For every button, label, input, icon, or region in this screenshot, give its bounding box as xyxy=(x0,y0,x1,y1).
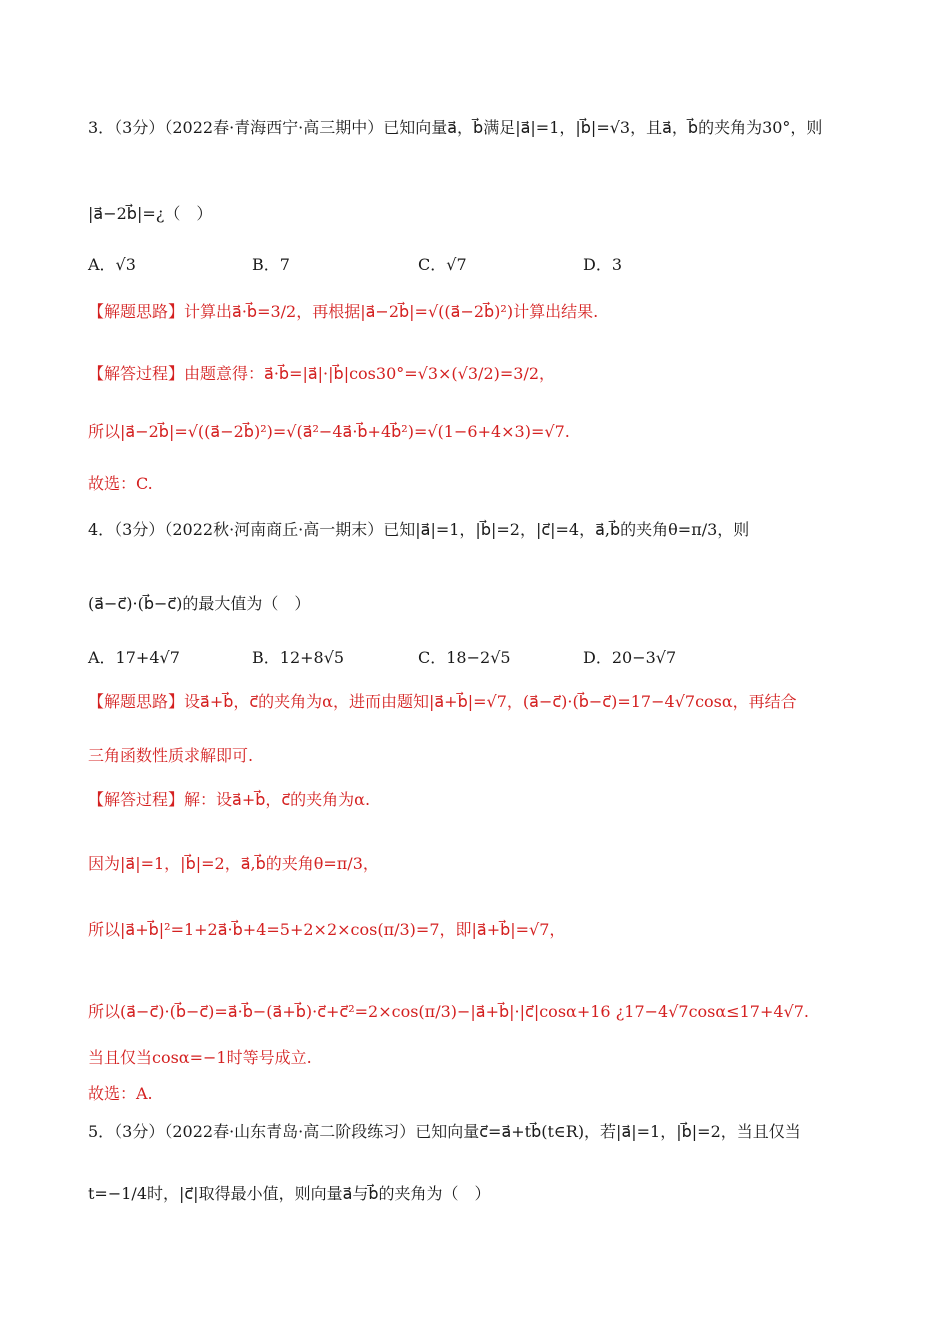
q3-idea-tag: 【解题思路】 xyxy=(88,302,185,321)
q4-stem-line1: 4．（3分）（2022秋·河南商丘·高一期末）已知|a⃗|=1，|b⃗|=2，|c⃗|=4，a⃗,b⃗的夹角θ=π/3，则 xyxy=(88,520,750,539)
q4-option-d: D．20−3√7 xyxy=(583,648,677,667)
q4-idea-text1: 设a⃗+b⃗，c⃗的夹角为α，进而由题知|a⃗+b⃗|=√7，(a⃗−c⃗)·(b⃗−c⃗)=17−4√7cosα，再结合 xyxy=(184,692,797,711)
q3-answer: 故选：C. xyxy=(88,474,153,493)
q4-option-c: C．18−2√5 xyxy=(418,648,511,667)
q3-option-d: D．3 xyxy=(583,255,623,274)
q4-process-line3: 所以|a⃗+b⃗|²=1+2a⃗·b⃗+4=5+2×2×cos(π/3)=7，即|a⃗+b⃗|=√7， xyxy=(88,920,566,939)
q3-idea-line xyxy=(88,300,890,324)
q3-stem-line1: 3．（3分）（2022春·青海西宁·高三期中）已知向量a⃗，b⃗满足|a⃗|=1，|b⃗|=√3，且a⃗，b⃗的夹角为30°，则 xyxy=(88,118,823,137)
q3-process-line1 xyxy=(88,362,890,386)
q3-process-line2: 所以|a⃗−2b⃗|=√((a⃗−2b⃗)²)=√(a⃗²−4a⃗·b⃗+4b⃗²)=√(1−6+4×3)=√7. xyxy=(88,422,570,441)
q3-option-b: B．7 xyxy=(252,255,290,274)
q5-stem-line2: t=−1/4时，|c⃗|取得最小值，则向量a⃗与b⃗的夹角为（ ） xyxy=(88,1184,491,1203)
q4-process-line2: 因为|a⃗|=1，|b⃗|=2，a⃗,b⃗的夹角θ=π/3， xyxy=(88,854,379,873)
q3-idea-text: 计算出a⃗·b⃗=3/2，再根据|a⃗−2b⃗|=√((a⃗−2b⃗)²)计算出结果. xyxy=(184,302,599,321)
q3-process-tag: 【解答过程】 xyxy=(88,364,185,383)
q4-idea-tag: 【解题思路】 xyxy=(88,692,185,711)
q4-idea-line2: 三角函数性质求解即可. xyxy=(88,746,254,765)
q4-process-tag: 【解答过程】 xyxy=(88,790,185,809)
q4-option-a: A．17+4√7 xyxy=(88,648,180,667)
q4-process-line5: 当且仅当cosα=−1时等号成立. xyxy=(88,1048,312,1067)
q3-process-text1: 由题意得：a⃗·b⃗=|a⃗|·|b⃗|cos30°=√3×(√3/2)=3/2， xyxy=(184,364,556,383)
q3-option-a: A．√3 xyxy=(88,255,136,274)
q4-process-line4: 所以(a⃗−c⃗)·(b⃗−c⃗)=a⃗·b⃗−(a⃗+b⃗)·c⃗+c⃗²=2×cos(π/3)−|a⃗+b⃗|·|c⃗|cosα+16 ¿17−4√7cosα≤17+4√7. xyxy=(88,1002,810,1021)
q4-answer: 故选：A. xyxy=(88,1084,153,1103)
q4-stem-line2: (a⃗−c⃗)·(b⃗−c⃗)的最大值为（ ） xyxy=(88,594,311,613)
q4-process-text1: 解：设a⃗+b⃗，c⃗的夹角为α. xyxy=(184,790,371,809)
q3-stem-line2: |a⃗−2b⃗|=¿（ ） xyxy=(88,204,213,223)
q5-stem-line1: 5．（3分）（2022春·山东青岛·高二阶段练习）已知向量c⃗=a⃗+tb⃗(t∈R)，若|a⃗|=1，|b⃗|=2，当且仅当 xyxy=(88,1122,801,1141)
q4-idea-line1 xyxy=(88,690,890,714)
q4-process-line1 xyxy=(88,788,890,812)
q3-option-c: C．√7 xyxy=(418,255,467,274)
q4-option-b: B．12+8√5 xyxy=(252,648,345,667)
